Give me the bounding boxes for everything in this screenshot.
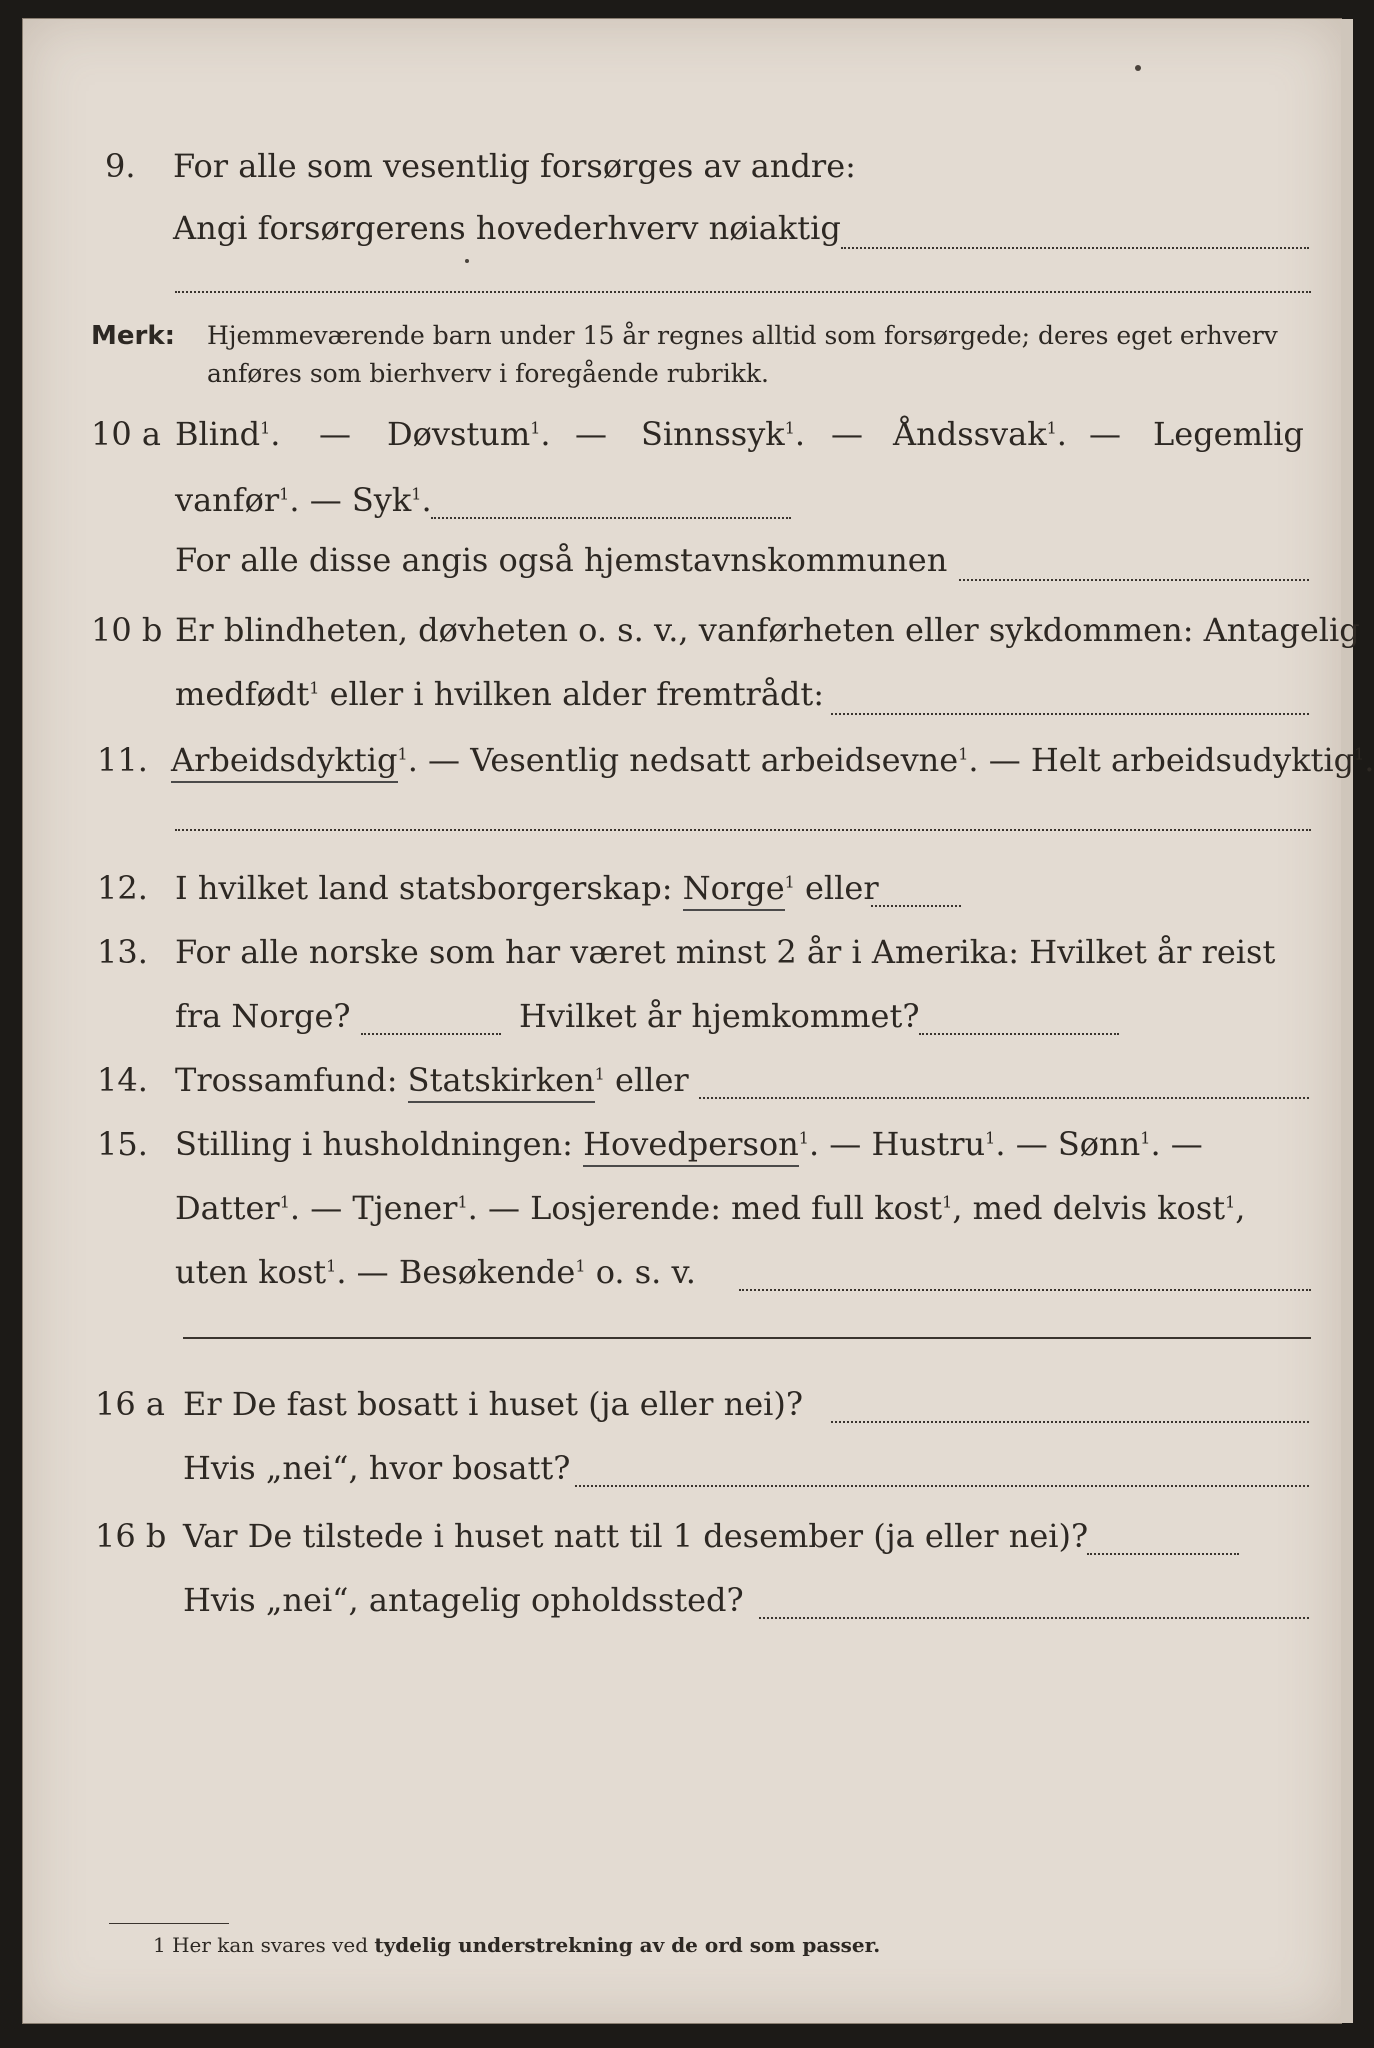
page-edge [1341,19,1353,2023]
q10a-andssvak: Åndssvak$^1$. [893,415,1067,453]
merk-line1: Hjemmeværende barn under 15 år regnes alltid som forsørgede; deres eget erhverv [207,321,1278,350]
q15-text: Stilling i husholdningen: Hovedperson$^1$. — Hustru$^1$. — Sønn$^1$. — [175,1125,1203,1163]
q9-sub: Angi forsørgerens hovederhverv nøiaktig [173,209,841,247]
q16b-number: 16 b [95,1517,167,1555]
q13-hjemkommet-line[interactable] [919,1033,1119,1035]
q10a-dovstum: Døvstum$^1$. [387,415,551,453]
q16b-sub: Hvis „nei“, antagelig opholdssted? [183,1581,744,1619]
q12-number: 12. [97,869,148,907]
q10a-number: 10 a [91,415,161,453]
q11-text: Arbeidsdyktig$^1$. — Vesentlig nedsatt arbeidsevne$^1$. — Helt arbeidsudyktig$^1$. [171,741,1374,779]
q16a-number: 16 a [95,1385,165,1423]
q15-number: 15. [97,1125,148,1163]
q15-answer-line[interactable] [739,1289,1311,1291]
q15-line2: Datter$^1$. — Tjener$^1$. — Losjerende: med full kost$^1$, med delvis kost$^1$, [175,1189,1246,1227]
q16a-answer-line[interactable] [831,1421,1309,1423]
q12-text: I hvilket land statsborgerskap: Norge$^1$ eller [175,869,879,907]
q10a-answer-line[interactable] [431,517,791,519]
q16b-opholdssted-line[interactable] [759,1617,1309,1619]
q10a-hjemstavn-line[interactable] [959,579,1309,581]
q9-answer-line[interactable] [841,247,1309,249]
q10b-text: Er blindheten, døvheten o. s. v., vanførheten eller sykdommen: Antagelig [175,611,1360,649]
dash: — [575,415,607,453]
footnote-text: 1 Her kan svares ved tydelig understrekning av de ord som passer. [153,1933,881,1957]
q15-answer-line-2[interactable] [183,1337,1311,1339]
q16b-text: Var De tilstede i huset natt til 1 desember (ja eller nei)? [183,1517,1089,1555]
q9-answer-line-2[interactable] [175,291,1311,293]
q10b-answer-line[interactable] [831,713,1309,715]
ink-spot [465,259,469,263]
q10a-sinnssyk: Sinnssyk$^1$. [641,415,806,453]
q10b-number: 10 b [91,611,163,649]
q12-answer-line[interactable] [871,905,961,907]
q13-fra-line[interactable] [361,1033,501,1035]
q10a-legemlig: Legemlig [1153,415,1304,453]
q13-number: 13. [97,933,148,971]
dash: — [1089,415,1121,453]
q9-number: 9. [105,147,136,185]
ink-spot [1135,65,1141,71]
dash: — [831,415,863,453]
q16b-answer-line[interactable] [1087,1553,1239,1555]
q13-hjemkommet: Hvilket år hjemkommet? [519,997,920,1035]
q11-number: 11. [97,741,148,779]
q9-text: For alle som vesentlig forsørges av andre: [173,147,856,185]
q16a-sub: Hvis „nei“, hvor bosatt? [183,1449,571,1487]
q16a-text: Er De fast bosatt i huset (ja eller nei)? [183,1385,804,1423]
q10a-sub: For alle disse angis også hjemstavnskommunen [175,541,948,579]
q16a-bosatt-line[interactable] [575,1485,1309,1487]
q10a-blind: Blind$^1$. [175,415,281,453]
q14-answer-line[interactable] [699,1097,1309,1099]
q11-answer-line[interactable] [175,829,1311,831]
form-page [22,18,1374,2024]
q10a-vanfor: vanfør$^1$. — Syk$^1$. [175,481,432,519]
q15-line3: uten kost$^1$. — Besøkende$^1$ o. s. v. [175,1253,696,1291]
q14-text: Trossamfund: Statskirken$^1$ eller [175,1061,689,1099]
footnote-rule [109,1923,229,1924]
q14-number: 14. [97,1061,148,1099]
merk-label: Merk: [91,321,176,351]
dash: — [319,415,351,453]
q10b-sub: medfødt$^1$ eller i hvilken alder fremtrådt: [175,675,825,713]
merk-line2: anføres som bierhverv i foregående rubrikk. [207,359,769,388]
q13-text: For alle norske som har været minst 2 år i Amerika: Hvilket år reist [175,933,1276,971]
q13-fra: fra Norge? [175,997,351,1035]
